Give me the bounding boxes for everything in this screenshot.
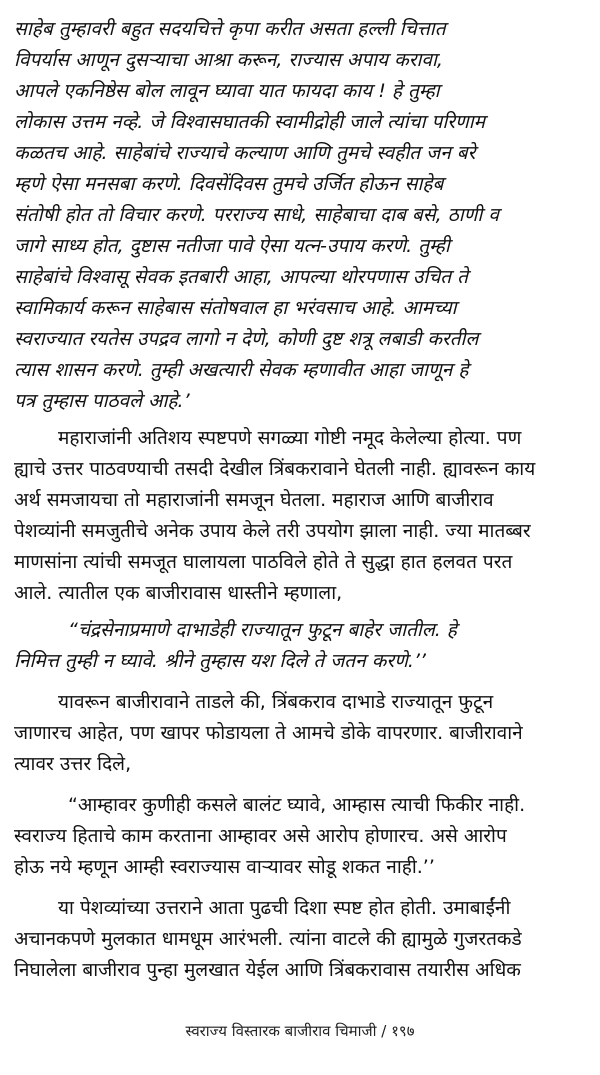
text-line: त्यावर उत्तर दिले, [14,753,132,775]
text-line: साहेब तुम्हावरी बहुत सदयचित्ते कृपा करीत असता हल्ली चित्तात [14,18,446,40]
text-line: म्हणे ऐसा मनसबा करणे. दिवसेंदिवस तुमचे उर्जित होऊन साहेब [14,173,444,195]
text-line: या पेशव्यांच्या उत्तराने आता पुढची दिशा स्पष्ट होत होती. उमाबाईंनी [58,897,511,919]
text-line: होऊ नये म्हणून आम्ही स्वराज्यास वाऱ्यावर सोडू शकत नाही.’’ [14,856,435,878]
text-line: पत्र तुम्हास पाठवले आहे.’ [14,390,190,412]
text-line: ह्याचे उत्तर पाठवण्याची तसदी देखील त्रिंबकरावाने घेतली नाही. ह्यावरून काय [14,458,536,480]
text-line: जाणारच आहेत, पण खापर फोडायला ते आमचे डोके वापरणार. बाजीरावाने [14,722,523,744]
text-line: आपले एकनिष्ठेस बोल लावून घ्यावा यात फायदा काय ! हे तुम्हा [14,80,440,102]
paragraph-quote [14,790,586,883]
paragraph-letter [14,14,586,417]
paragraph-quote-italic [14,615,586,677]
paragraph-narrative [14,687,586,780]
paragraph-narrative [14,423,586,609]
text-line: संतोषी होत तो विचार करणे. परराज्य साधे, साहेबाचा दाब बसे, ठाणी व [14,204,499,226]
text-line: त्यास शासन करणे. तुम्ही अखत्यारी सेवक म्हणावीत आहा जाणून हे [14,359,469,381]
text-line: आले. त्यातील एक बाजीरावास धास्तीने म्हणाला, [14,582,343,604]
text-line: “आम्हावर कुणीही कसले बालंट घ्यावे, आम्हास त्याची फिकीर नाही. [68,794,526,816]
text-line: “चंद्रसेनाप्रमाणे दाभाडेही राज्यातून फुटून बाहेर जातील. हे [68,619,457,641]
paragraph-gap [14,883,586,893]
text-line: स्वराज्यात रयतेस उपद्रव लागो न देणे, कोणी दुष्ट शत्रू लबाडी करतील [14,328,479,350]
text-line: निमित्त तुम्ही न घ्यावे. श्रीने तुम्हास यश दिले ते जतन करणे.’’ [14,650,426,672]
text-line: महाराजांनी अतिशय स्पष्टपणे सगळ्या गोष्टी नमूद केलेल्या होत्या. पण [58,427,522,449]
text-line: साहेबांचे विश्वासू सेवक इतबारी आहा, आपल्या थोरपणास उचित ते [14,266,469,288]
paragraph-narrative [14,893,586,986]
paragraph-gap [14,677,586,687]
text-line: स्वराज्य हिताचे काम करताना आम्हावर असे आरोप होणारच. असे आरोप [14,825,507,847]
paragraph-gap [14,780,586,790]
text-line: निघालेला बाजीराव पुन्हा मुलखात येईल आणि त्रिंबकरावास तयारीस अधिक [14,959,521,981]
text-line: विपर्यास आणून दुसऱ्याचा आश्रा करून, राज्यास अपाय करावा, [14,49,443,71]
page-footer: स्वराज्य विस्तारक बाजीराव चिमाजी / १९७ [185,1022,415,1040]
text-line: जागे साध्य होत, दुष्टास नतीजा पावे ऐसा यत्न-उपाय करणे. तुम्ही [14,235,450,257]
text-line: पेशव्यांनी समजुतीचे अनेक उपाय केले तरी उपयोग झाला नाही. ज्या मातब्बर [14,520,531,542]
text-line: लोकास उत्तम नव्हे. जे विश्वासघातकी स्वामीद्रोही जाले त्यांचा परिणाम [14,111,486,133]
text-line: अचानकपणे मुलकात धामधूम आरंभली. त्यांना वाटले की ह्यामुळे गुजरतकडे [14,928,522,950]
text-line: कळतच आहे. साहेबांचे राज्याचे कल्याण आणि तुमचे स्वहीत जन बरे [14,142,476,164]
text-line: यावरून बाजीरावाने ताडले की, त्रिंबकराव दाभाडे राज्यातून फुटून [58,691,494,713]
text-line: अर्थ समजायचा तो महाराजांनी समजून घेतला. महाराज आणि बाजीराव [14,489,494,511]
text-line: माणसांना त्यांची समजूत घालायला पाठविले होते ते सुद्धा हात हलवत परत [14,551,513,573]
text-line: स्वामिकार्य करून साहेबास संतोषवाल हा भरंवसाच आहे. आमच्या [14,297,457,319]
